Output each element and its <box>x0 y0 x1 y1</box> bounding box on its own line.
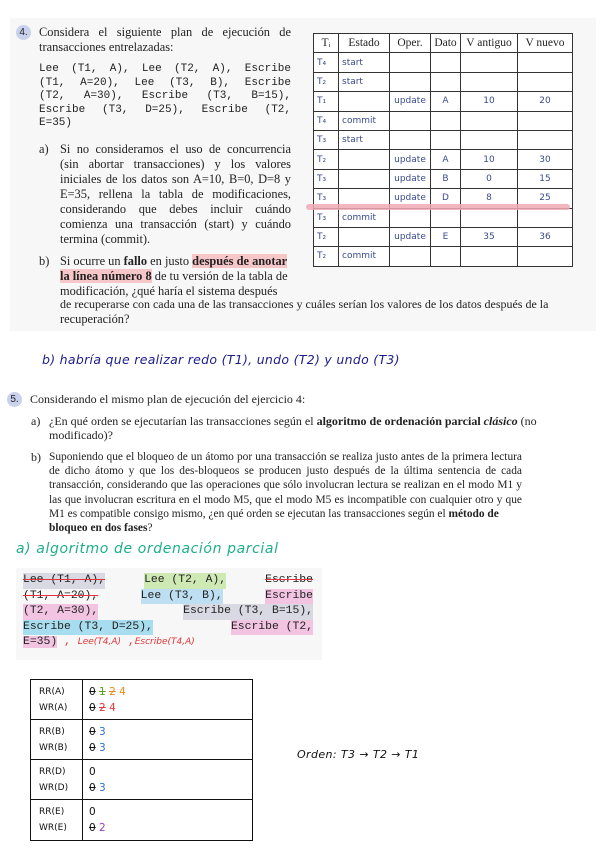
value: 3 <box>99 782 106 794</box>
read-values <box>89 724 252 740</box>
op-lee-t3-b: Lee (T3, B), <box>141 589 223 605</box>
plan-line: (T1, A=20), Lee (T3, B), Escribe <box>39 76 291 89</box>
col-header: V nuevo <box>518 34 573 53</box>
cell-v-antiguo: 10 <box>461 92 518 111</box>
value: 0 <box>89 742 96 754</box>
comma: , <box>57 636 71 649</box>
exercise-4b-label: b) <box>39 254 50 268</box>
cell-dato <box>431 111 461 130</box>
cell-estado: commit <box>339 208 390 227</box>
value: 2 <box>99 822 106 834</box>
cell-dato <box>431 53 461 72</box>
highlighted-phrase: la línea número 8 <box>60 269 152 283</box>
value: 0 <box>89 766 96 778</box>
cell-v-antiguo: 0 <box>461 169 518 188</box>
cell-transaction: T₂ <box>314 150 339 169</box>
cell-v-nuevo: 30 <box>518 150 573 169</box>
bold-term: método de <box>448 507 499 520</box>
write-values <box>89 820 252 836</box>
value: 2 <box>109 686 116 698</box>
read-label: RR(E) <box>39 807 65 817</box>
table-row <box>314 169 573 188</box>
cell-v-antiguo <box>461 208 518 227</box>
read-label: RR(B) <box>39 727 65 737</box>
op-escribe-t3-d: Escribe (T3, D=25), <box>23 620 153 636</box>
exercise-4-intro: Considera el siguiente plan de ejecución de transacciones entrelazadas: <box>39 25 291 54</box>
cell-v-nuevo: 36 <box>518 227 573 246</box>
cell-dato: D <box>431 189 461 208</box>
plan-line: Escribe (T3, D=25), Escribe (T2, <box>39 103 291 116</box>
cell-oper <box>390 208 431 227</box>
cell-oper: update <box>390 92 431 111</box>
cell-oper <box>390 53 431 72</box>
write-label: WR(E) <box>39 823 67 833</box>
failure-mark-line <box>306 204 570 210</box>
row-values <box>83 680 252 719</box>
read-values <box>89 684 252 700</box>
col-header: Tᵢ <box>314 34 339 53</box>
exercise-5b-text <box>49 450 522 535</box>
row-values <box>83 720 252 759</box>
cell-v-nuevo <box>518 130 573 149</box>
op-lee-t1-a: Lee (T1, A), <box>23 573 105 589</box>
cell-oper <box>390 130 431 149</box>
exercise-5-number: 5. <box>7 392 22 407</box>
cell-v-nuevo: 25 <box>518 189 573 208</box>
text-line: iniciales de los datos son A=10, B=0, D=8 y <box>60 172 291 186</box>
plan-line: E=35) <box>39 117 73 130</box>
cell-transaction: T₃ <box>314 169 339 188</box>
fallo-word: fallo <box>123 254 148 268</box>
cell-estado <box>339 92 390 111</box>
answer-5a-order-handwritten: Orden: T3 → T2 → T1 <box>297 748 420 761</box>
cell-transaction: T₄ <box>314 111 339 130</box>
cell-dato: A <box>431 92 461 111</box>
exercise-5-intro: Considerando el mismo plan de ejecución del ejercicio 4: <box>30 392 306 406</box>
write-label: WR(B) <box>39 743 68 753</box>
exercise-4a-text <box>60 142 291 247</box>
text-line: (sin abortar transacciones) y los valores <box>60 157 291 171</box>
cell-estado <box>339 169 390 188</box>
exercise-5a-label: a) <box>31 414 41 428</box>
plan-line <box>23 604 313 620</box>
value: 0 <box>89 782 96 794</box>
cell-dato <box>431 72 461 91</box>
text-line: Suponiendo que el bloqueo de un átomo por una transacción se realiza justo antes de la primera lectura <box>49 451 522 463</box>
text-line: de dicho átomo y que los des-bloqueos se producen justo después de la última sentencia de cada <box>49 465 522 478</box>
read-label: RR(D) <box>39 767 66 777</box>
value: 3 <box>99 726 106 738</box>
cell-dato <box>431 247 461 266</box>
cell-estado: start <box>339 130 390 149</box>
table-row <box>314 150 573 169</box>
cell-oper: update <box>390 227 431 246</box>
text-line: comienza una transacción (start) y cuándo <box>60 217 291 231</box>
cell-oper <box>390 72 431 91</box>
text-seg: ¿En qué orden se ejecutarían las transacciones según el <box>49 414 317 428</box>
table-row <box>314 111 573 130</box>
exercise-4b-line4: de recuperarse con cada una de las transacciones y cuáles serían los valores de los datos después de la <box>60 297 549 311</box>
added-op-lee-t4: Lee(T4,A) <box>77 637 122 648</box>
write-label: WR(A) <box>39 703 68 713</box>
op-escribe-t1-val: (T1, A=20), <box>23 589 99 602</box>
cell-v-antiguo: 10 <box>461 150 518 169</box>
timestamp-row-d <box>31 760 252 800</box>
comma: , <box>121 636 135 649</box>
plan-line <box>23 589 313 605</box>
col-header: Estado <box>339 34 390 53</box>
cell-transaction: T₄ <box>314 53 339 72</box>
plan-line: (T2, A=30), Escribe (T3, B=15), <box>39 90 291 103</box>
cell-v-nuevo <box>518 208 573 227</box>
cell-v-nuevo <box>518 247 573 266</box>
cell-v-antiguo: 35 <box>461 227 518 246</box>
value: 2 <box>99 702 106 714</box>
cell-v-antiguo <box>461 130 518 149</box>
added-op-escribe-t4: Escribe(T4,A) <box>134 637 195 648</box>
exercise-5a-line2: modificado)? <box>49 428 113 442</box>
cell-transaction: T₂ <box>314 247 339 266</box>
text-seg: en justo <box>147 254 193 268</box>
write-values <box>89 780 252 796</box>
italic-term: clásico <box>483 414 518 428</box>
value: 0 <box>89 726 96 738</box>
col-header: V antiguo <box>461 34 518 53</box>
cell-transaction: T₃ <box>314 208 339 227</box>
op-lee-t2-a: Lee (T2, A), <box>144 573 226 589</box>
cell-estado: start <box>339 72 390 91</box>
table-row <box>314 227 573 246</box>
cell-v-nuevo: 15 <box>518 169 573 188</box>
row-values <box>83 800 252 840</box>
value: 1 <box>99 686 106 698</box>
write-values <box>89 700 252 716</box>
cell-oper: update <box>390 189 431 208</box>
text-seg: de tu versión de la tabla de <box>151 269 288 283</box>
row-labels <box>31 720 83 759</box>
table-row <box>314 53 573 72</box>
op-escribe-t2-val: (T2, A=30), <box>23 604 98 620</box>
table-row <box>314 92 573 111</box>
op-escribe-t1: Escribe <box>265 574 313 586</box>
write-label: WR(D) <box>39 783 69 793</box>
exercise-5a-line1 <box>49 414 537 429</box>
cell-estado: commit <box>339 111 390 130</box>
exercise-4b-line3: modificación, ¿qué haría el sistema después <box>60 284 278 298</box>
modifications-table <box>313 33 573 267</box>
text-line <box>49 521 522 535</box>
table-row <box>314 247 573 266</box>
cell-v-antiguo <box>461 53 518 72</box>
cell-v-nuevo: 20 <box>518 92 573 111</box>
cell-v-nuevo <box>518 72 573 91</box>
row-labels <box>31 760 83 799</box>
cell-v-antiguo <box>461 111 518 130</box>
text-line: E=35, rellena la tabla de modificaciones, <box>60 187 291 201</box>
highlighted-phrase: después de anotar <box>192 254 288 268</box>
cell-dato: A <box>431 150 461 169</box>
read-label: RR(A) <box>39 687 65 697</box>
text-line: transacción, considerando que las operaciones que sólo involucran lectura se realizan en el modo M1 y <box>49 479 522 492</box>
cell-estado: commit <box>339 247 390 266</box>
row-labels <box>31 800 83 840</box>
exercise-4a-label: a) <box>39 142 49 156</box>
cell-v-antiguo: 8 <box>461 189 518 208</box>
exercise-4b-line2 <box>60 269 293 284</box>
cell-v-nuevo <box>518 53 573 72</box>
cell-v-antiguo <box>461 72 518 91</box>
value: 0 <box>89 686 96 698</box>
table-row <box>314 130 573 149</box>
cell-oper: update <box>390 150 431 169</box>
value: 3 <box>99 742 106 754</box>
cell-dato <box>431 130 461 149</box>
answer-4b-handwritten: b) habría que realizar redo (T1), undo (T2) y undo (T3) <box>42 352 400 367</box>
cell-dato: B <box>431 169 461 188</box>
cell-transaction: T₃ <box>314 189 339 208</box>
op-escribe-t2-e: Escribe (T2, <box>231 620 313 636</box>
exercise-4b-line5: recuperación? <box>60 312 130 326</box>
op-escribe-t2-e-val: E=35) <box>23 636 58 649</box>
plan-line <box>23 573 313 589</box>
value: 4 <box>119 686 126 698</box>
cell-estado <box>339 150 390 169</box>
read-values <box>89 764 252 780</box>
plan-line: Lee (T1, A), Lee (T2, A), Escribe <box>39 63 291 75</box>
col-header: Oper. <box>390 34 431 53</box>
op-escribe-t2: Escribe <box>265 589 313 605</box>
text-line <box>49 507 522 521</box>
text-seg: ? <box>147 522 153 535</box>
value: 4 <box>109 702 116 714</box>
timestamp-row-a <box>31 680 252 720</box>
exercise-4-plan <box>39 63 291 131</box>
text-line: las que involucran escritura en el modo M5, que el modo M5 es incompatible con cualquier otro y que <box>49 493 522 506</box>
row-values <box>83 760 252 799</box>
exercise-5b-label: b) <box>31 450 41 464</box>
plan-line <box>23 635 313 651</box>
bold-term: algoritmo de ordenación parcial <box>316 414 481 428</box>
text-seg: M1 es compatible consigo mismo, ¿en qué orden se ejecutan las transacciones según el <box>49 507 449 520</box>
op-escribe-t3-b: Escribe (T3, B=15), <box>183 604 313 620</box>
read-values <box>89 804 252 820</box>
text-seg: Si ocurre un <box>60 254 124 268</box>
exercise-4-number: 4. <box>16 25 31 40</box>
table-row <box>314 72 573 91</box>
text-line: considerando que debes incluir cuándo <box>60 202 291 216</box>
timestamp-row-e <box>31 800 252 840</box>
cell-dato: E <box>431 227 461 246</box>
value: 0 <box>89 702 96 714</box>
text-seg: (no <box>517 414 537 428</box>
cell-dato <box>431 208 461 227</box>
value: 0 <box>89 806 96 818</box>
cell-oper <box>390 111 431 130</box>
cell-estado <box>339 227 390 246</box>
timestamp-row-b <box>31 720 252 760</box>
write-values <box>89 740 252 756</box>
table-header-row <box>314 34 573 53</box>
timestamp-table <box>30 679 253 841</box>
col-header: Dato <box>431 34 461 53</box>
cell-transaction: T₃ <box>314 130 339 149</box>
row-labels <box>31 680 83 719</box>
cell-transaction: T₂ <box>314 72 339 91</box>
cell-v-nuevo <box>518 111 573 130</box>
cell-oper: update <box>390 169 431 188</box>
cell-estado: start <box>339 53 390 72</box>
text-line: Si no consideramos el uso de concurrencia <box>60 142 291 156</box>
cell-v-antiguo <box>461 247 518 266</box>
exercise-4b-line1 <box>60 254 293 269</box>
annotated-plan <box>23 573 313 651</box>
text-line: termina (commit). <box>60 232 151 246</box>
value: 0 <box>89 822 96 834</box>
answer-5a-title-handwritten: a) algoritmo de ordenación parcial <box>16 541 279 557</box>
plan-line <box>23 620 313 636</box>
cell-transaction: T₂ <box>314 227 339 246</box>
table-row <box>314 208 573 227</box>
bold-term: bloqueo en dos fases <box>49 522 148 535</box>
cell-oper <box>390 247 431 266</box>
cell-transaction: T₁ <box>314 92 339 111</box>
